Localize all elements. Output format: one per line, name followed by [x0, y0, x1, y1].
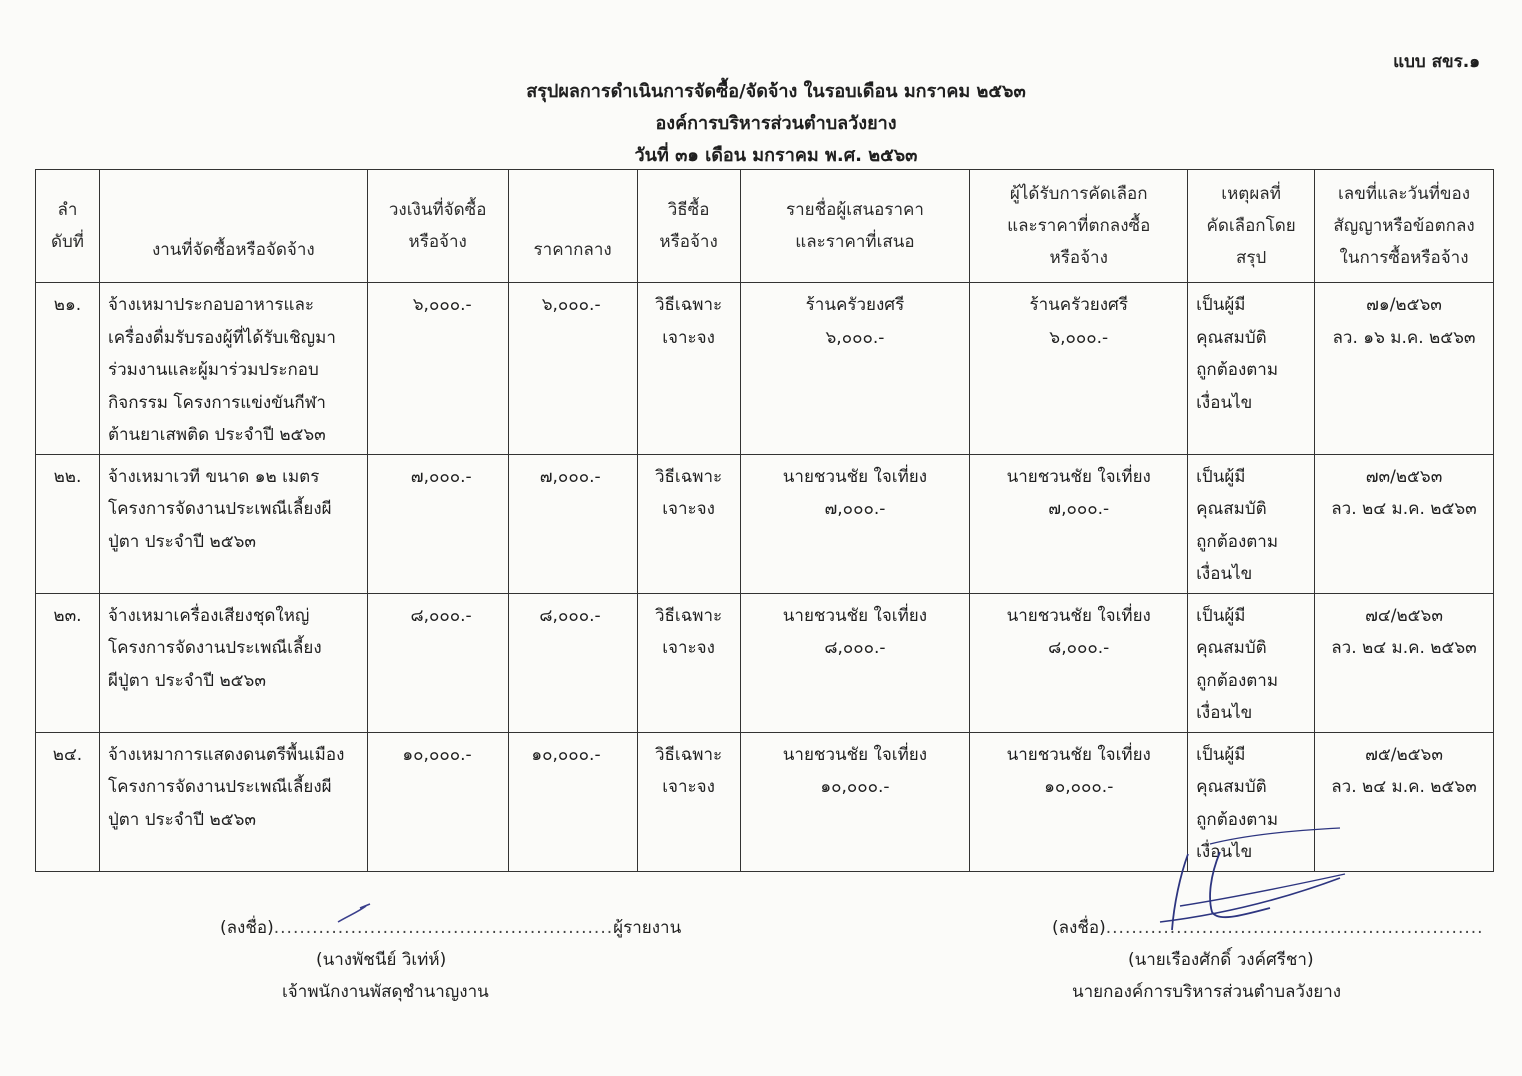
row-method: วิธีเฉพาะ เจาะจง	[654, 605, 723, 658]
row-item: จ้างเหมาประกอบอาหารและ เครื่องดื่มรับรองผู้ที่ได้รับเชิญมา ร่วมงานและผู้มาร่วมประกอบ กิจกรรม โครงการแข่งขันกีฬา ต้านยาเสพติด ประจำปี ๒๕๖๓	[107, 295, 336, 445]
handwritten-signature	[1150, 826, 1350, 946]
row-budget: ๗,๐๐๐.-	[410, 466, 472, 487]
sign-label: (ลงชื่อ)	[1052, 918, 1106, 938]
row-reason: เป็นผู้มี คุณสมบัติ ถูกต้องตาม เงื่อนไข	[1196, 605, 1279, 723]
row-contract: ๗๕/๒๕๖๓ ลว. ๒๔ ม.ค. ๒๕๖๓	[1331, 744, 1477, 797]
title-line-2: องค์การบริหารส่วนตำบลวังยาง	[655, 113, 897, 134]
row-no: ๒๓.	[53, 605, 82, 626]
row-median-price: ๗,๐๐๐.-	[539, 466, 601, 487]
table-row	[36, 593, 1494, 732]
title-line-1: สรุปผลการดำเนินการจัดซื้อ/จัดจ้าง ในรอบเดือน มกราคม ๒๕๖๓	[526, 81, 1026, 102]
row-budget: ๑๐,๐๐๐.-	[402, 744, 472, 765]
table-header-row	[36, 170, 1494, 283]
row-contract: ๗๑/๒๕๖๓ ลว. ๑๖ ม.ค. ๒๕๖๓	[1332, 295, 1476, 348]
row-item: จ้างเหมาการแสดงดนตรีพื้นเมือง โครงการจัดงานประเพณีเลี้ยงผี ปู่ตา ประจำปี ๒๕๖๓	[107, 744, 345, 830]
row-method: วิธีเฉพาะ เจาะจง	[654, 744, 723, 797]
handwritten-signature-mark	[330, 898, 390, 928]
row-bidders: นายชวนชัย ใจเที่ยง ๗,๐๐๐.-	[782, 466, 928, 519]
header-no: ลำ ดับที่	[36, 170, 100, 283]
dotted-line: ...........................................................	[1105, 918, 1484, 938]
row-method: วิธีเฉพาะ เจาะจง	[654, 466, 723, 519]
header-bidders: รายชื่อผู้เสนอราคา และราคาที่เสนอ	[740, 170, 970, 283]
row-no: ๒๔.	[52, 744, 83, 765]
signature-line	[220, 912, 682, 944]
header-method: วิธีซื้อ หรือจ้าง	[637, 170, 740, 283]
row-item: จ้างเหมาเวที ขนาด ๑๒ เมตร โครงการจัดงานประเพณีเลี้ยงผี ปู่ตา ประจำปี ๒๕๖๓	[107, 466, 332, 552]
row-contract: ๗๓/๒๕๖๓ ลว. ๒๔ ม.ค. ๒๕๖๓	[1331, 466, 1477, 519]
form-code: แบบ สขร.๑	[1393, 52, 1480, 72]
row-median-price: ๖,๐๐๐.-	[541, 295, 601, 315]
header-contract: เลขที่และวันที่ของ สัญญาหรือข้อตกลง ในการซื้อหรือจ้าง	[1315, 170, 1494, 283]
row-bidders: ร้านครัวยงศรี ๖,๐๐๐.-	[805, 295, 905, 348]
signer-name: (นายเรืองศักดิ์ วงค์ศรีชา)	[1128, 950, 1314, 970]
row-no: ๒๑.	[53, 295, 82, 315]
table-row	[36, 283, 1494, 455]
signer-name: (นางพัชนีย์ วิเท่ห์)	[316, 950, 447, 970]
title-line-3: วันที่ ๓๑ เดือน มกราคม พ.ศ. ๒๕๖๓	[634, 145, 918, 166]
row-bidders: นายชวนชัย ใจเที่ยง ๑๐,๐๐๐.-	[782, 744, 928, 797]
row-item: จ้างเหมาเครื่องเสียงชุดใหญ่ โครงการจัดงานประเพณีเลี้ยง ผีปู่ตา ประจำปี ๒๕๖๓	[107, 605, 322, 691]
table-row	[36, 454, 1494, 593]
signature-block-reporter	[220, 912, 682, 1008]
row-no: ๒๒.	[53, 466, 82, 487]
header-median-price: ราคากลาง	[508, 170, 637, 283]
header-item: งานที่จัดซื้อหรือจัดจ้าง	[99, 170, 367, 283]
row-winner: นายชวนชัย ใจเที่ยง ๘,๐๐๐.-	[1006, 605, 1151, 658]
header-winner: ผู้ได้รับการคัดเลือก และราคาที่ตกลงซื้อ หรือจ้าง	[970, 170, 1188, 283]
sign-role-label: ผู้รายงาน	[613, 918, 682, 938]
row-reason: เป็นผู้มี คุณสมบัติ ถูกต้องตาม เงื่อนไข	[1196, 744, 1279, 862]
row-median-price: ๑๐,๐๐๐.-	[531, 744, 601, 765]
row-method: วิธีเฉพาะ เจาะจง	[654, 295, 723, 348]
document-title	[0, 76, 1522, 172]
row-winner: ร้านครัวยงศรี ๖,๐๐๐.-	[1029, 295, 1128, 348]
row-median-price: ๘,๐๐๐.-	[539, 605, 601, 626]
row-contract: ๗๔/๒๕๖๓ ลว. ๒๔ ม.ค. ๒๕๖๓	[1331, 605, 1477, 658]
header-budget: วงเงินที่จัดซื้อ หรือจ้าง	[367, 170, 508, 283]
row-reason: เป็นผู้มี คุณสมบัติ ถูกต้องตาม เงื่อนไข	[1196, 466, 1279, 584]
row-winner: นายชวนชัย ใจเที่ยง ๗,๐๐๐.-	[1006, 466, 1151, 519]
sign-label: (ลงชื่อ)	[220, 918, 274, 938]
row-bidders: นายชวนชัย ใจเที่ยง ๘,๐๐๐.-	[782, 605, 928, 658]
row-budget: ๖,๐๐๐.-	[412, 295, 472, 315]
header-reason: เหตุผลที่ คัดเลือกโดย สรุป	[1188, 170, 1315, 283]
signer-position: นายกองค์การบริหารส่วนตำบลวังยาง	[1072, 982, 1342, 1002]
procurement-table	[35, 169, 1494, 872]
dotted-line: .....................................................	[273, 918, 614, 938]
row-reason: เป็นผู้มี คุณสมบัติ ถูกต้องตาม เงื่อนไข	[1196, 295, 1279, 413]
row-winner: นายชวนชัย ใจเที่ยง ๑๐,๐๐๐.-	[1006, 744, 1151, 797]
row-budget: ๘,๐๐๐.-	[410, 605, 472, 626]
signer-position: เจ้าพนักงานพัสดุชำนาญงาน	[282, 982, 489, 1002]
